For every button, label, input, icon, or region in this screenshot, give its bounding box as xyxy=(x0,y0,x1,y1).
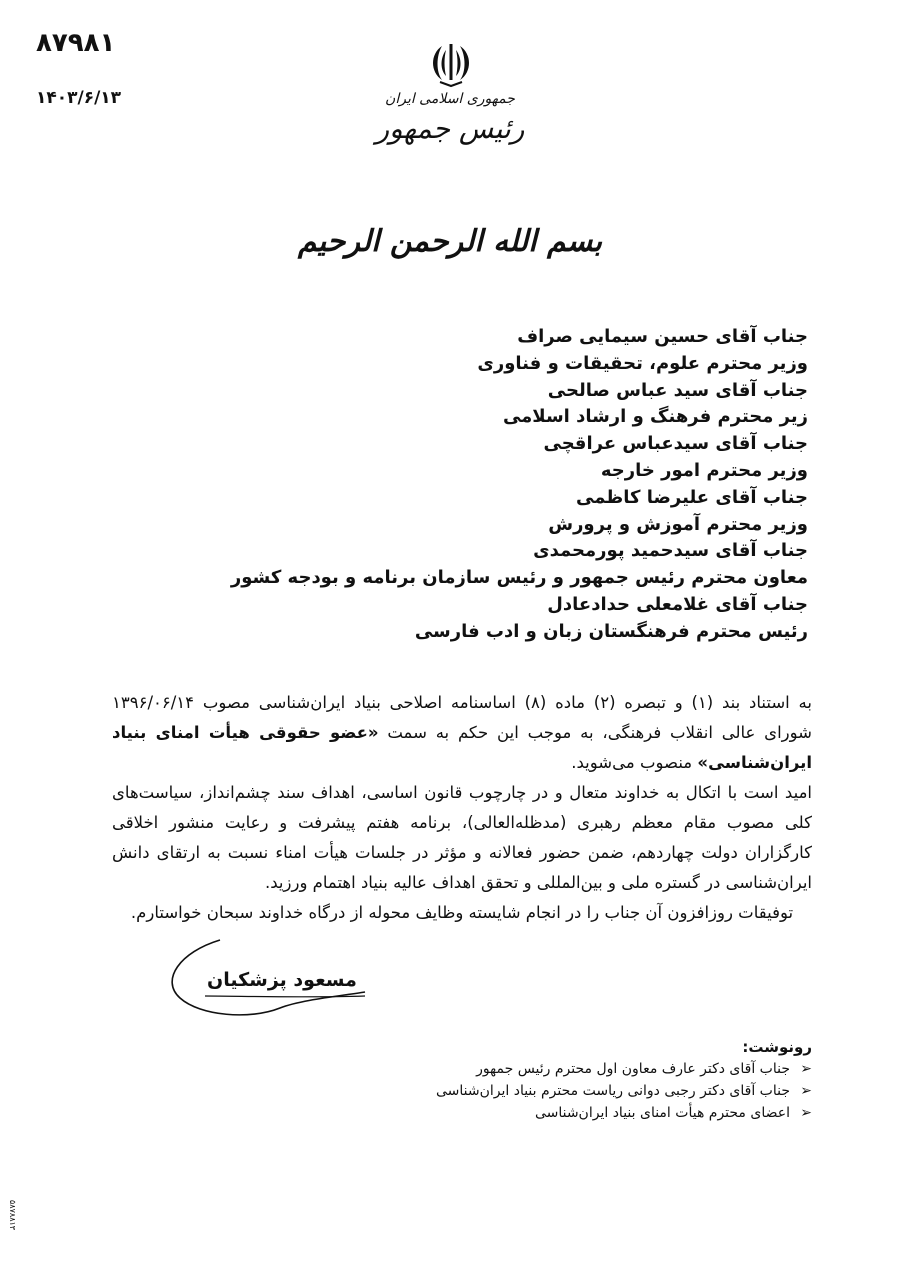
paragraph-closing: توفیقات روزافزون آن جناب را در انجام شایسته وظایف محوله از درگاه خداوند سبحان خواستارم. xyxy=(130,903,794,922)
republic-label: جمهوری اسلامی ایران xyxy=(385,91,515,107)
paragraph-expectations: امید است با اتکال به خداوند متعال و در چارچوب قانون اساسی، اهداف سند چشم‌انداز، سیاست‌های کلی مصوب مقام معظم رهبری (مدظله‌العالی)، برنامه هفتم پیشرفت و رعایت منشور اخلاقی کارگزاران دولت چهاردهم، ضمن حضور فعالانه و مؤثر در جلسات هیأت امناء نسبت به ارتقای دانش ایران‌شناسی در گستره ملی و بین‌المللی و تحقق اهداف عالیه بنیاد اهتمام ورزید. xyxy=(112,783,812,892)
appointment-title: «عضو حقوقی هیأت امنای بنیاد ایران‌شناسی» xyxy=(112,723,812,772)
addressee-line: زیر محترم فرهنگ و ارشاد اسلامی xyxy=(502,406,808,428)
cc-item xyxy=(112,1102,812,1124)
addressee-line: جناب آقای حسین سیمایی صراف xyxy=(517,326,808,347)
addressee-line: رئیس محترم فرهنگستان زبان و ادب فارسی xyxy=(414,620,808,642)
paragraph-appointment xyxy=(112,688,812,778)
appointment-text-end: منصوب می‌شوید. xyxy=(571,753,698,772)
addressee-line: جناب آقای غلامعلی حدادعادل xyxy=(547,593,808,615)
reference-number: ۸۷۹۸۱ xyxy=(36,28,116,58)
arrowhead-bullet-icon: ➢ xyxy=(800,1105,812,1121)
addressee-line: معاون محترم رئیس جمهور و رئیس سازمان برنامه و بودجه کشور xyxy=(230,567,808,589)
side-code: ۵۸۷۸۸۱۳ xyxy=(8,1200,17,1231)
addressee-line: جناب آقای سیدعباس عراقچی xyxy=(543,433,808,455)
signatory-name: مسعود پزشکیان xyxy=(207,969,357,991)
arrowhead-bullet-icon: ➢ xyxy=(800,1083,812,1099)
letter-body xyxy=(112,688,812,928)
addressee-line: جناب آقای سید عباس صالحی xyxy=(547,379,808,401)
basmala: بسم الله الرحمن الرحیم xyxy=(297,224,603,259)
addressee-list xyxy=(231,324,808,646)
cc-item-text: جناب آقای دکتر عارف معاون اول محترم رئیس جمهور xyxy=(476,1061,790,1077)
cc-title: رونوشت: xyxy=(742,1038,812,1056)
appointment-text: به استناد بند (۱) و تبصره (۲) ماده (۸) اساسنامه اصلاحی بنیاد ایران‌شناسی مصوب ۱۳۹۶/۰۶/۱۴ شورای عالی انقلاب فرهنگی، به موجب این حکم به سمت xyxy=(112,693,812,742)
addressee-line: وزیر محترم امور خارجه xyxy=(600,459,808,481)
iran-emblem-icon xyxy=(428,38,474,88)
cc-item-text: اعضای محترم هیأت امنای بنیاد ایران‌شناسی xyxy=(534,1105,790,1121)
cc-item xyxy=(112,1058,812,1080)
cc-item xyxy=(112,1080,812,1102)
addressee-line: وزیر محترم علوم، تحقیقات و فناوری xyxy=(477,352,808,374)
addressee-line: وزیر محترم آموزش و پرورش xyxy=(548,513,808,535)
addressee-line: جناب آقای علیرضا کاظمی xyxy=(576,486,808,508)
signature-block xyxy=(112,934,812,1026)
letter-lower-section xyxy=(112,688,812,1124)
carbon-copy-section xyxy=(112,1036,812,1124)
office-title: رئیس جمهور xyxy=(375,112,525,145)
cc-item-text: جناب آقای دکتر رجبی دوانی ریاست محترم بنیاد ایران‌شناسی xyxy=(435,1083,790,1099)
letter-date: ۱۴۰۳/۶/۱۳ xyxy=(36,88,122,108)
arrowhead-bullet-icon: ➢ xyxy=(800,1061,812,1077)
addressee-line: جناب آقای سیدحمید پورمحمدی xyxy=(533,540,808,562)
